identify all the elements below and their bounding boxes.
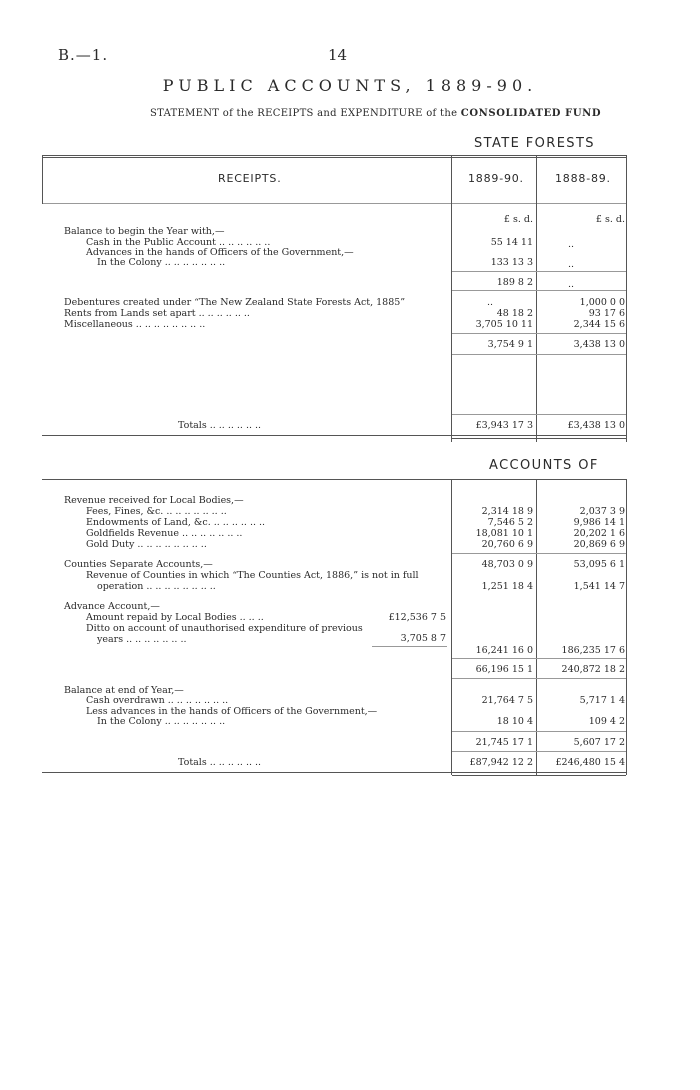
page-title: PUBLIC ACCOUNTS, 1889-90. (162, 76, 538, 95)
row-label: Advance Account,— (64, 601, 160, 612)
column-divider-2 (536, 155, 537, 442)
amount-1889-90: 20,760 6 9 (481, 539, 533, 550)
row-label: years .. .. .. .. .. .. .. (97, 634, 187, 645)
statement-text: STATEMENT of the RECEIPTS and EXPENDITURE of the (150, 108, 458, 119)
subtotal-1889-90: 21,745 17 1 (475, 737, 533, 748)
subtotal-1888-89: 53,095 6 1 (573, 559, 625, 570)
row-label: Gold Duty .. .. .. .. .. .. .. .. (86, 539, 207, 550)
amount-1888-89: 1,541 14 7 (573, 581, 625, 592)
page-number: 14 (328, 46, 348, 64)
table-top-rule-double (42, 157, 627, 158)
total-1889-90: £87,942 12 2 (469, 757, 533, 768)
subtotal-rule (452, 553, 626, 554)
row-label: Endowments of Land, &c. .. .. .. .. .. .. (86, 517, 266, 528)
row-label: Fees, Fines, &c. .. .. .. .. .. .. .. (86, 506, 227, 517)
table-bottom-rule (42, 772, 627, 773)
row-label: Goldfields Revenue .. .. .. .. .. .. .. (86, 528, 243, 539)
right-border (626, 155, 627, 442)
row-label: Debentures created under “The New Zealand State Forests Act, 1885” (64, 297, 406, 308)
subtotal-rule (452, 731, 626, 732)
statement-heading (150, 108, 601, 119)
row-label: Amount repaid by Local Bodies .. .. .. (86, 612, 264, 623)
subtotal-rule (452, 271, 626, 272)
amount-1889-90: 18 10 4 (496, 716, 533, 727)
row-label: In the Colony .. .. .. .. .. .. .. (97, 716, 226, 727)
totals-rule (452, 414, 626, 415)
document-reference: B.—1. (58, 46, 109, 64)
right-border (626, 479, 627, 775)
amount-1888-89: 2,037 3 9 (579, 506, 625, 517)
amount-1889-90: 7,546 5 2 (487, 517, 533, 528)
header-bottom-rule (42, 203, 627, 204)
inner-amount: 3,705 8 7 (400, 633, 446, 644)
currency-heading-1889-90: £ s. d. (503, 214, 533, 225)
row-label: operation .. .. .. .. .. .. .. .. (97, 581, 216, 592)
row-label: In the Colony .. .. .. .. .. .. .. (97, 257, 226, 268)
column-header-receipts: RECEIPTS. (218, 172, 282, 185)
amount-1889-90: .. (486, 297, 494, 308)
row-label: Rents from Lands set apart .. .. .. .. .. .. (64, 308, 250, 319)
row-label: Revenue received for Local Bodies,— (64, 495, 244, 506)
amount-1889-90: 133 13 3 (490, 257, 533, 268)
row-label: Less advances in the hands of Officers of the Government,— (86, 706, 378, 717)
subtotal-1889-90: 48,703 0 9 (481, 559, 533, 570)
subtotal-rule (452, 354, 626, 355)
amount-1888-89: 5,717 1 4 (579, 695, 625, 706)
amount-1889-90: 48 18 2 (496, 308, 533, 319)
section-heading-state-forests: STATE FORESTS (474, 136, 595, 151)
subtotal-1889-90: 66,196 15 1 (475, 664, 533, 675)
amount-1888-89: .. (567, 239, 575, 250)
totals-label: Totals .. .. .. .. .. .. (178, 757, 262, 768)
row-label: Balance at end of Year,— (64, 685, 184, 696)
inner-amount: £12,536 7 5 (388, 612, 446, 623)
subtotal-rule (452, 290, 626, 291)
row-label: Counties Separate Accounts,— (64, 559, 213, 570)
table-top-rule (42, 155, 627, 156)
amount-1888-89: 109 4 2 (588, 716, 625, 727)
row-label: Miscellaneous .. .. .. .. .. .. .. .. (64, 319, 206, 330)
subtotal-1889-90: 189 8 2 (496, 277, 533, 288)
total-1889-90: £3,943 17 3 (475, 420, 533, 431)
column-divider-1 (451, 155, 452, 442)
subtotal-rule (452, 678, 626, 679)
table-top-rule (42, 479, 627, 480)
amount-1889-90: 18,081 10 1 (475, 528, 533, 539)
amount-1889-90: 55 14 11 (490, 237, 533, 248)
amount-1889-90: 2,314 18 9 (481, 506, 533, 517)
row-label: Advances in the hands of Officers of the Government,— (86, 247, 354, 258)
amount-1889-90: 1,251 18 4 (481, 581, 533, 592)
amount-1888-89: .. (567, 259, 575, 270)
table-bottom-rule-double (452, 775, 626, 776)
amount-1889-90: 3,705 10 11 (475, 319, 533, 330)
currency-heading-1888-89: £ s. d. (595, 214, 625, 225)
row-label: Ditto on account of unauthorised expenditure of previous (86, 623, 363, 634)
amount-1888-89: 9,986 14 1 (573, 517, 625, 528)
row-label: Balance to begin the Year with,— (64, 226, 225, 237)
amount-1888-89: 93 17 6 (588, 308, 625, 319)
subtotal-rule (452, 333, 626, 334)
column-header-1888-89: 1888-89. (555, 172, 611, 185)
statement-fund-name: CONSOLIDATED FUND (460, 108, 602, 119)
left-border (42, 155, 43, 204)
subtotal-1888-89: 5,607 17 2 (573, 737, 625, 748)
row-label: Revenue of Counties in which “The Counties Act, 1886,” is not in full (86, 570, 419, 581)
amount-1888-89: 20,869 6 9 (573, 539, 625, 550)
total-1888-89: £246,480 15 4 (555, 757, 625, 768)
totals-rule (452, 751, 626, 752)
row-label: Cash overdrawn .. .. .. .. .. .. .. (86, 695, 229, 706)
section-heading-accounts-of: ACCOUNTS OF (489, 458, 599, 473)
amount-1888-89: 186,235 17 6 (561, 645, 625, 656)
amount-1889-90: 16,241 16 0 (475, 645, 533, 656)
subtotal-1888-89: 3,438 13 0 (573, 339, 625, 350)
row-label: Cash in the Public Account .. .. .. .. .. .. (86, 237, 271, 248)
subtotal-1889-90: 3,754 9 1 (487, 339, 533, 350)
subtotal-1888-89: .. (567, 279, 575, 290)
table-bottom-rule-double (452, 438, 626, 439)
amount-1889-90: 21,764 7 5 (481, 695, 533, 706)
column-header-1889-90: 1889-90. (468, 172, 524, 185)
amount-1888-89: 20,202 1 6 (573, 528, 625, 539)
total-1888-89: £3,438 13 0 (567, 420, 625, 431)
subtotal-rule (452, 658, 626, 659)
amount-1888-89: 1,000 0 0 (579, 297, 625, 308)
totals-label: Totals .. .. .. .. .. .. (178, 420, 262, 431)
inner-rule (372, 646, 447, 647)
amount-1888-89: 2,344 15 6 (573, 319, 625, 330)
table-bottom-rule (42, 435, 627, 436)
subtotal-1888-89: 240,872 18 2 (561, 664, 625, 675)
